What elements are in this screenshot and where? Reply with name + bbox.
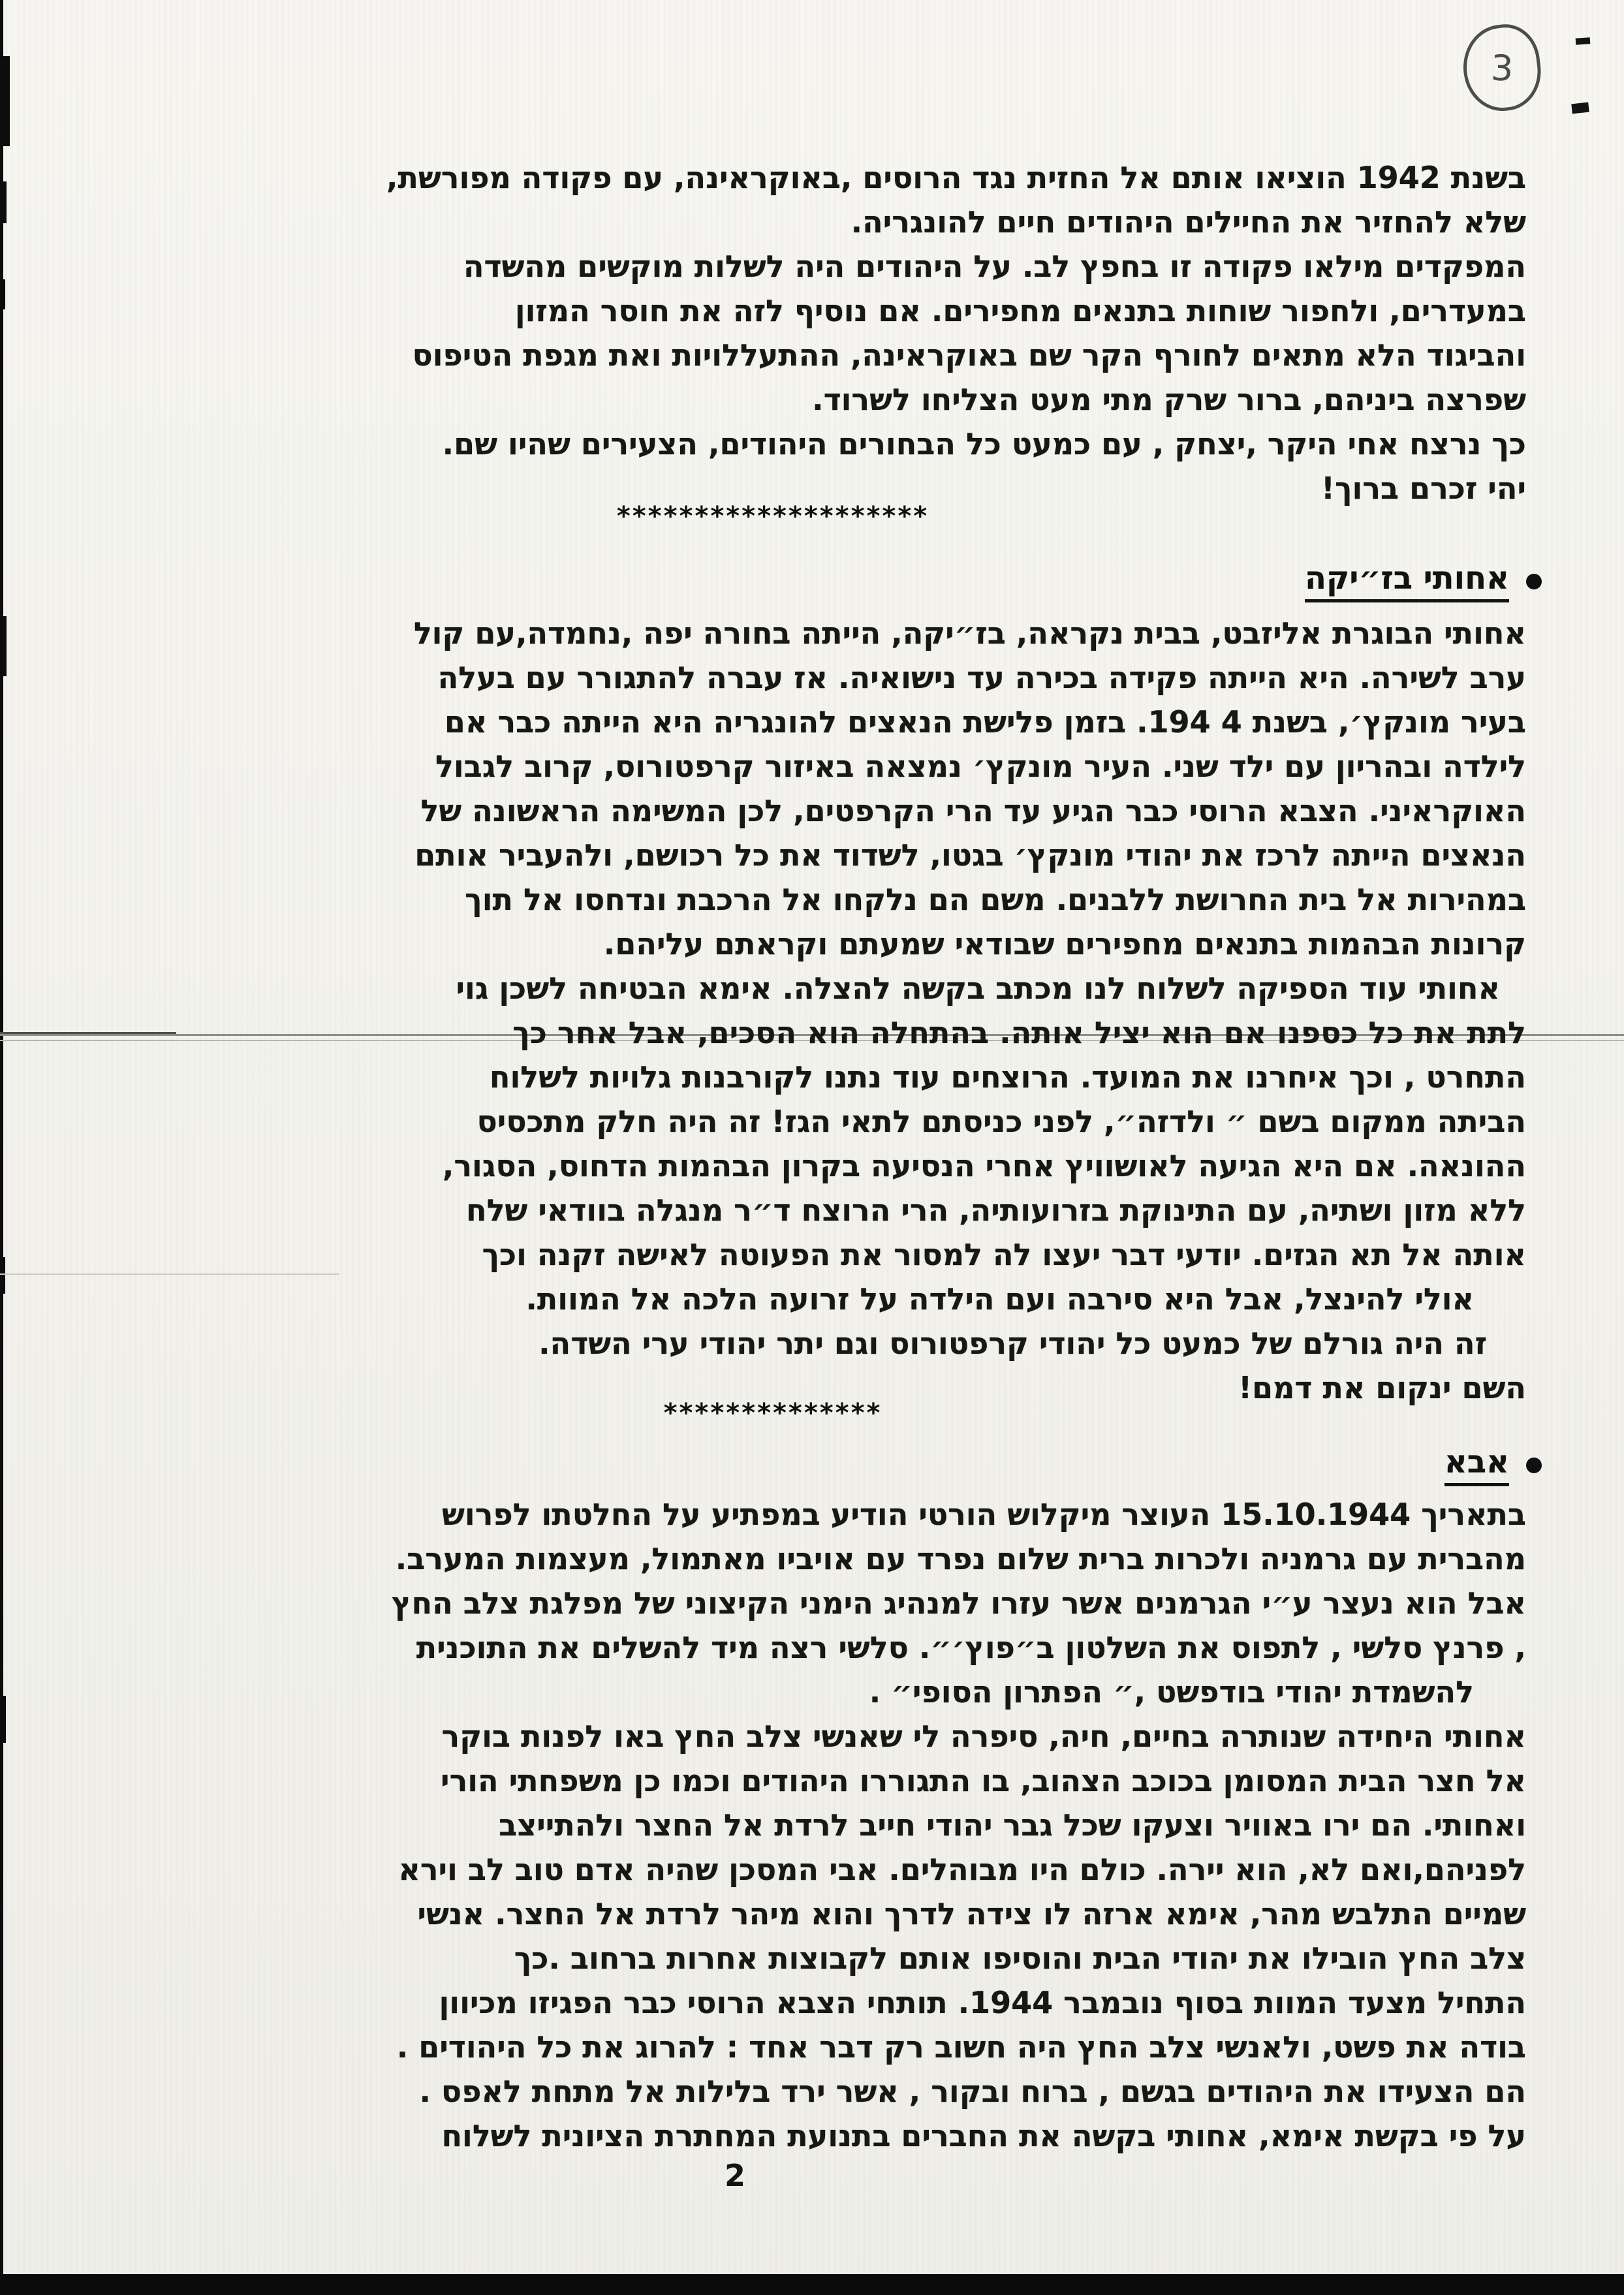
paragraph-1 (65, 155, 1526, 510)
scan-edge-left (0, 0, 3, 2295)
text-line: אותה אל תא הגזים. יודעי דבר יעצו לה למסור את הפעוטה לאישה זקנה וכך (482, 1237, 1526, 1272)
text-line: ואחותי. הם ירו באוויר וצעקו שכל גבר יהודי חייב לרדת אל החצר ולהתייצב (499, 1807, 1526, 1843)
text-line: ערב לשירה. היא הייתה פקידה בכירה עד נישואיה. אז עברה להתגורר עם בעלה (437, 660, 1526, 695)
asterisk-separator: ******************** (616, 501, 929, 531)
page-number: 2 (724, 2158, 745, 2193)
text-line: כך נרצח אחי היקר ,יצחק , עם כמעט כל הבחורים היהודים, הצעירים שהיו שם. (442, 426, 1526, 461)
scan-edge-mark (1571, 102, 1589, 114)
section-heading-father (1444, 1444, 1542, 1486)
text-line: לילדה ובהריון עם ילד שני. העיר מונקץ׳ נמצאה באיזור קרפטורוס, קרוב לגבול (435, 749, 1526, 784)
scan-edge-artifact (0, 1696, 6, 1743)
section-heading-sister (1305, 560, 1542, 602)
text-line: להשמדת יהודי בודפשט ,״ הפתרון הסופי״ . (869, 1674, 1474, 1710)
text-line: אחותי עוד הספיקה לשלוח לנו מכתב בקשה להצלה. אימא הבטיחה לשכן גוי (456, 971, 1500, 1006)
text-line: האוקראיני. הצבא הרוסי כבר הגיע עד הרי הקרפטים, לכן המשימה הראשונה של (420, 793, 1526, 828)
scan-edge-artifact (0, 616, 7, 676)
text-line: אחותי הבוגרת אליזבט, בבית נקראה, בז״יקה, הייתה בחורה יפה ,נחמדה,עם קול (413, 616, 1526, 651)
paragraph-3 (65, 1492, 1526, 2158)
text-line: לתת את כל כספנו אם הוא יציל אותה. בהתחלה הוא הסכים, אבל אחר כך (512, 1015, 1526, 1050)
bullet-icon (1526, 574, 1542, 589)
text-line: על פי בקשת אימא, אחותי בקשה את החברים בתנועת המחתרת הציונית לשלוח (441, 2118, 1526, 2153)
text-line: זה היה גורלם של כמעט כל יהודי קרפטורוס וגם יתר יהודי ערי השדה. (539, 1326, 1487, 1361)
text-line: אבל הוא נעצר ע״י הגרמנים אשר עזרו למנהיג הימני הקיצוני של מפלגת צלב החץ (392, 1585, 1526, 1621)
text-line: התחיל מצעד המוות בסוף נובמבר 1944. תותחי הצבא הרוסי כבר הפגיזו מכיוון (439, 1985, 1526, 2020)
text-line: בודה את פשט, ולאנשי צלב החץ היה חשוב רק דבר אחד : להרוג את כל היהודים . (396, 2029, 1526, 2065)
scan-edge-artifact (0, 279, 5, 309)
text-line: בשנת 1942 הוציאו אותם אל החזית נגד הרוסים ,באוקראינה, עם פקודה מפורשת, (386, 160, 1526, 195)
asterisk-separator: ************** (663, 1398, 882, 1428)
text-line: והביגוד הלא מתאים לחורף הקר שם באוקראינה, ההתעללויות ואת מגפת הטיפוס (412, 337, 1526, 373)
text-line: הם הצעידו את היהודים בגשם , ברוח ובקור , אשר ירד בלילות אל מתחת לאפס . (419, 2074, 1526, 2109)
scan-edge-artifact (0, 56, 10, 146)
text-line: במהירות אל בית החרושת ללבנים. משם הם נלקחו אל הרכבת ונדחסו אל תוך (465, 882, 1526, 917)
text-line: מהברית עם גרמניה ולכרות ברית שלום נפרד עם אויביו מאתמול, מעצמות המערב. (395, 1541, 1526, 1576)
text-line: השם ינקום את דמם! (1238, 1370, 1526, 1405)
text-line: ההונאה. אם היא הגיעה לאושוויץ אחרי הנסיעה בקרון הבהמות הדחוס, הסגור, (442, 1148, 1526, 1183)
scan-edge-bottom (0, 2274, 1624, 2295)
text-line: שמיים התלבש מהר, אימא ארזה לו צידה לדרך והוא מיהר לרדת אל החצר. אנשי (417, 1896, 1526, 1931)
text-line: הנאצים הייתה לרכז את יהודי מונקץ׳ בגטו, לשדוד את כל רכושם, ולהעביר אותם (414, 837, 1526, 873)
text-line: קרונות הבהמות בתנאים מחפירים שבודאי שמעתם וקראתם עליהם. (603, 926, 1526, 961)
text-line: לפניהם,ואם לא, הוא יירה. כולם היו מבוהלים. אבי המסכן שהיה אדם טוב לב וירא (398, 1852, 1526, 1887)
text-line: המפקדים מילאו פקודה זו בחפץ לב. על היהודים היה לשלות מוקשים מהשדה (463, 249, 1526, 284)
text-line: במעדרים, ולחפור שוחות בתנאים מחפירים. אם נוסיף לזה את חוסר המזון (514, 293, 1526, 328)
text-line: יהי זכרם ברוך! (1320, 471, 1526, 506)
text-line: הביתה ממקום בשם ״ ולדזה״, לפני כניסתם לתאי הגז! זה היה חלק מתכסיס (476, 1104, 1526, 1139)
text-line: בתאריך 15.10.1944 העוצר מיקלוש הורטי הודיע במפתיע על החלטתו לפרוש (442, 1497, 1526, 1532)
text-line: בעיר מונקץ׳, בשנת 4 194. בזמן פלישת הנאצים להונגריה היא הייתה כבר אם (444, 704, 1526, 740)
scan-edge-artifact (0, 1257, 5, 1294)
text-line: אל חצר הבית המסומן בכוכב הצהוב, בו התגוררו היהודים וכמו כן משפחתי הורי (441, 1763, 1526, 1798)
scan-edge-mark (1576, 37, 1591, 45)
text-line: שפרצה ביניהם, ברור שרק מתי מעט הצליחו לשרוד. (812, 382, 1526, 417)
text-line: אחותי היחידה שנותרה בחיים, חיה, סיפרה לי שאנשי צלב החץ באו לפנות בוקר (441, 1719, 1526, 1754)
handwritten-circled-page-number (1458, 20, 1545, 115)
text-line: שלא להחזיר את החיילים היהודים חיים להונגריה. (851, 204, 1526, 240)
circled-page-number-text: 3 (1490, 46, 1514, 89)
text-line: , פרנץ סלשי , לתפוס את השלטון ב״פוץ׳״. סלשי רצה מיד להשלים את התוכנית (416, 1630, 1526, 1665)
section-heading-text: אבא (1444, 1444, 1509, 1486)
text-line: התחרט , וכך איחרנו את המועד. הרוצחים עוד נתנו לקורבנות גלויות לשלוח (489, 1059, 1526, 1095)
bullet-icon (1526, 1458, 1542, 1473)
scan-edge-artifact (0, 181, 7, 223)
text-line: צלב החץ הובילו את יהודי הבית והוסיפו אותם לקבוצות אחרות ברחוב .כך (514, 1941, 1526, 1976)
text-line: אולי להינצל, אבל היא סירבה ועם הילדה על זרועה הלכה אל המוות. (525, 1281, 1474, 1317)
section-heading-text: אחותי בז״יקה (1305, 560, 1509, 602)
text-line: ללא מזון ושתיה, עם התינוקת בזרועותיה, הרי הרוצח ד״ר מנגלה בוודאי שלח (466, 1193, 1526, 1228)
paragraph-2 (65, 611, 1526, 1410)
